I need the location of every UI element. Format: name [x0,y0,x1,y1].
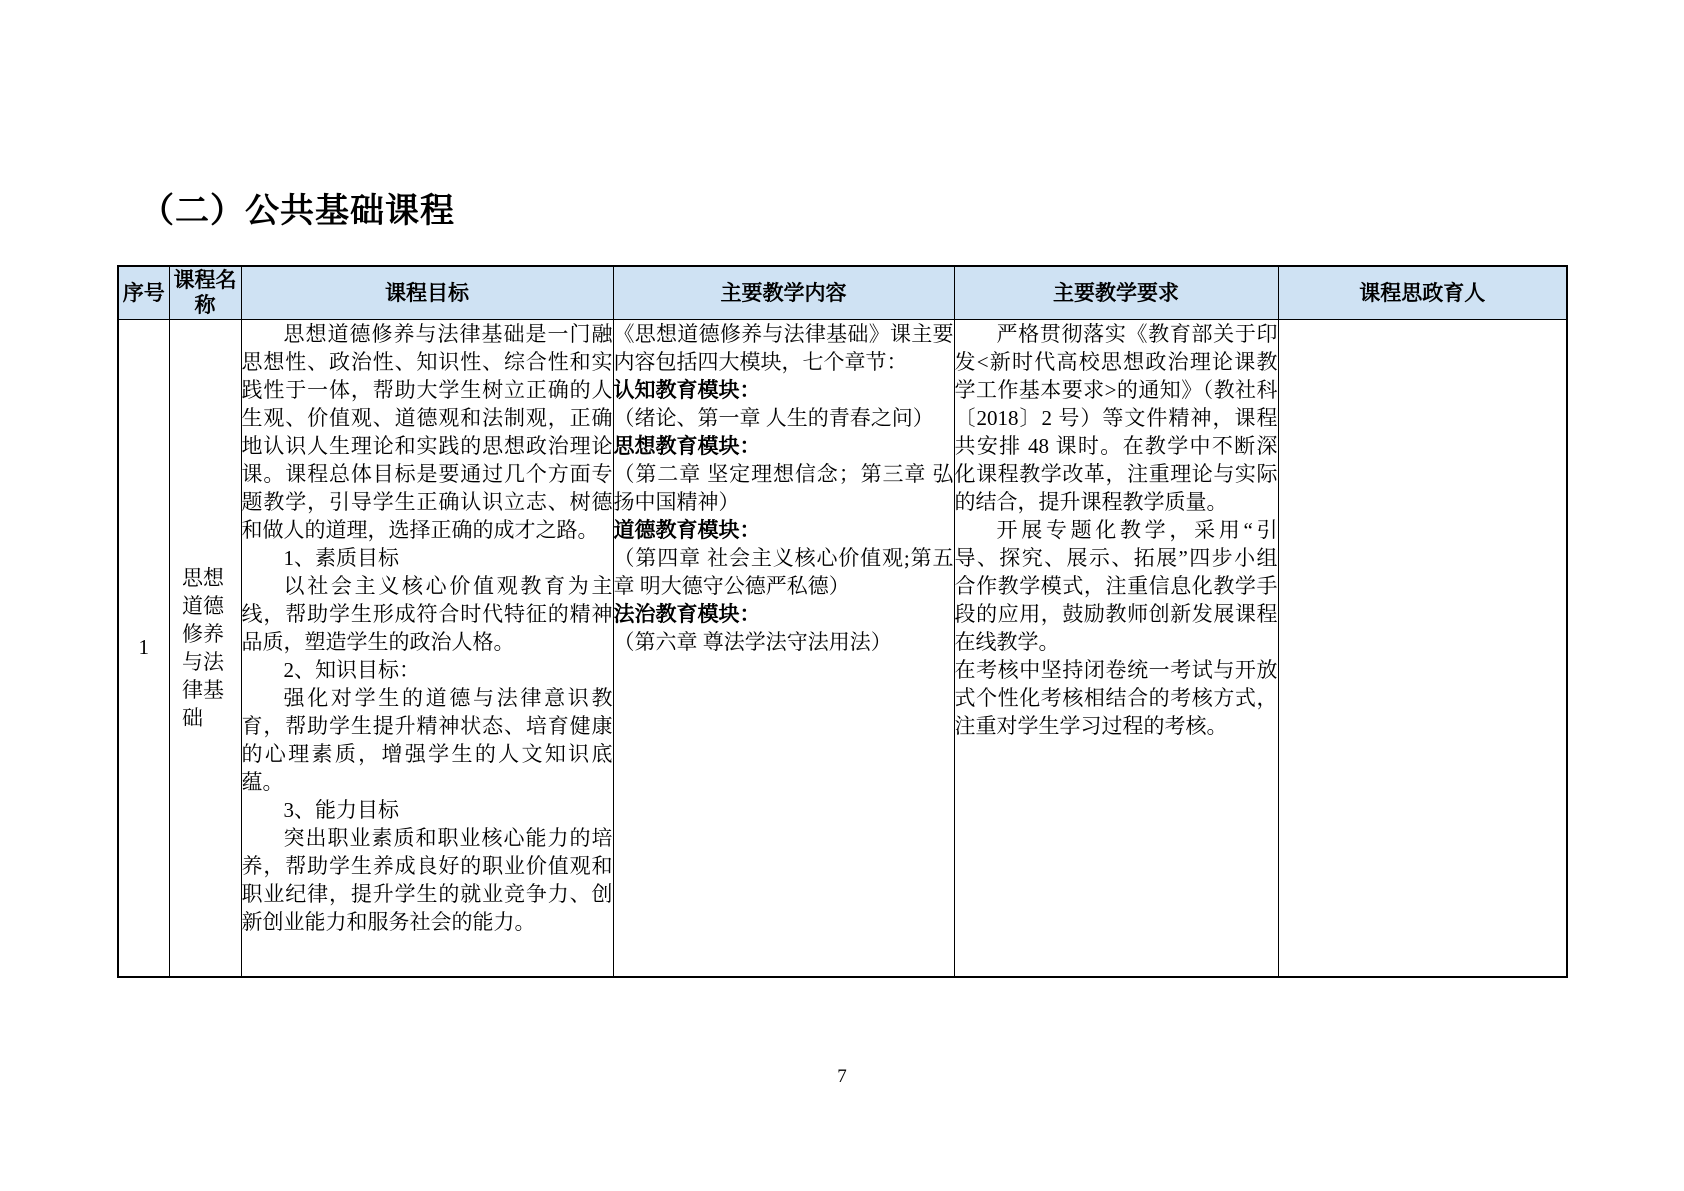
cell-course-objectives [241,320,613,977]
header-teaching-content: 主要教学内容 [613,266,954,320]
course-name-text: 思想道德修养与法律基础 [182,565,224,730]
header-course-objectives: 课程目标 [241,266,613,320]
table-header-row [118,266,1567,320]
cell-course-name [169,320,241,977]
module-heading: 法治教育模块： [613,602,761,626]
paragraph: 突出职业素质和职业核心能力的培养，帮助学生养成良好的职业价值观和职业纪律，提升学生的就业竞争力、创新创业能力和服务社会的能力。 [241,826,613,934]
cell-ideology-education [1278,320,1567,977]
paragraph: 《思想道德修养与法律基础》课主要内容包括四大模块，七个章节： [613,322,954,374]
paragraph: 思想道德修养与法律基础是一门融思想性、政治性、知识性、综合性和实践性于一体，帮助大学生树立正确的人生观、价值观、道德观和法制观，正确地认识人生理论和实践的思想政治理论课。课程总体目标是要通过几个方面专题教学，引导学生正确认识立志、树德和做人的道理，选择正确的成才之路。 [241,322,613,542]
paragraph: 严格贯彻落实《教育部关于印发<新时代高校思想政治理论课教学工作基本要求>的通知》（教社科〔2018〕2 号）等文件精神，课程共安排 48 课时。在教学中不断深化课程教学改革，注重理论与实际的结合，提升课程教学质量。 [954,322,1278,514]
page-number: 7 [837,1066,847,1087]
paragraph: （第二章 坚定理想信念；第三章 弘扬中国精神） [613,462,954,514]
paragraph: （第六章 尊法学法守法用法） [613,630,892,654]
module-heading: 认知教育模块： [613,378,761,402]
cell-teaching-content [613,320,954,977]
paragraph: 1、素质目标 [283,546,399,570]
header-course-name: 课程名称 [169,266,241,320]
paragraph: （第四章 社会主义核心价值观;第五章 明大德守公德严私德） [613,546,954,598]
paragraph: 开展专题化教学，采用“引导、探究、展示、拓展”四步小组合作教学模式，注重信息化教学手段的应用，鼓励教师创新发展课程在线教学。 [954,518,1278,654]
section-heading: （二）公共基础课程 [140,193,455,230]
paragraph: 强化对学生的道德与法律意识教育，帮助学生提升精神状态、培育健康的心理素质，增强学生的人文知识底蕴。 [241,686,613,794]
paragraph: 3、能力目标 [283,798,399,822]
paragraph: 在考核中坚持闭卷统一考试与开放式个性化考核相结合的考核方式，注重对学生学习过程的考核。 [954,658,1278,738]
paragraph: 以社会主义核心价值观教育为主线，帮助学生形成符合时代特征的精神品质，塑造学生的政治人格。 [241,574,613,654]
cell-teaching-requirements [954,320,1278,977]
paragraph: 2、知识目标： [283,658,420,682]
paragraph: （绪论、第一章 人生的青春之问） [613,406,934,430]
header-index: 序号 [118,266,169,320]
header-ideology-education: 课程思政育人 [1278,266,1567,320]
course-table [117,265,1568,978]
module-heading: 道德教育模块： [613,518,761,542]
header-teaching-requirements: 主要教学要求 [954,266,1278,320]
module-heading: 思想教育模块： [613,434,761,458]
cell-index: 1 [118,320,169,977]
course-row [118,320,1567,977]
